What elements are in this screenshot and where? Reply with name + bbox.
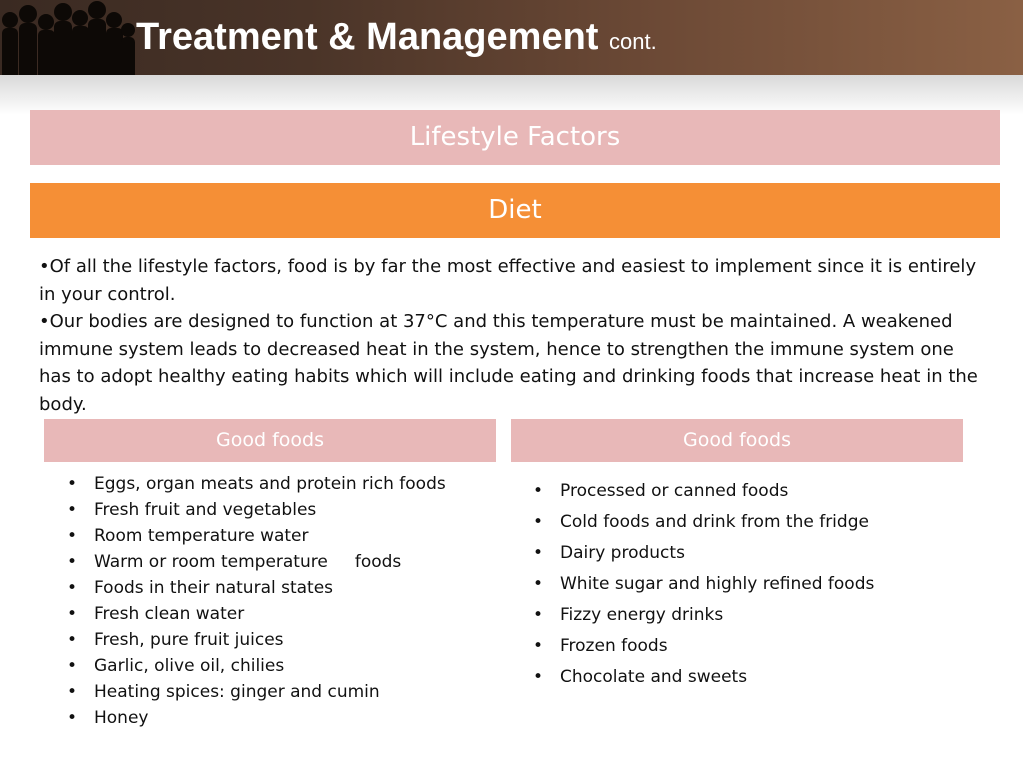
list-item: • Garlic, olive oil, chilies [56,653,446,679]
second-foods-list [522,476,874,693]
diet-band: Diet [30,183,1000,238]
intro-paragraph: •Our bodies are designed to function at 37°C and this temperature must be maintained. A weakened immune system leads to decreased heat in the system, hence to strengthen the immune system one has to adopt healthy eating habits which will include eating and drinking foods that increase heat in the body. [39,311,978,415]
list-item: • Fresh, pure fruit juices [56,627,446,653]
second-foods-heading: Good foods [511,419,963,462]
list-item: • Processed or canned foods [522,476,874,507]
list-item: • Warm or room temperature foods [56,549,446,575]
list-item: • Fresh fruit and vegetables [56,497,446,523]
title-subtitle: cont. [609,29,657,54]
list-item: • Cold foods and drink from the fridge [522,507,874,538]
header-shadow [0,75,1023,115]
title-main: Treatment & Management [136,16,599,58]
crowd-silhouette-icon [0,0,135,75]
list-item: • Foods in their natural states [56,575,446,601]
good-foods-list [56,471,446,731]
lifestyle-factors-band: Lifestyle Factors [30,110,1000,165]
list-item: • Room temperature water [56,523,446,549]
intro-paragraph: •Of all the lifestyle factors, food is by far the most effective and easiest to implement since it is entirely in your control. [39,256,977,305]
slide-title [136,14,657,65]
list-item: • Frozen foods [522,631,874,662]
list-item: • Fizzy energy drinks [522,600,874,631]
list-item: • Dairy products [522,538,874,569]
list-item: • White sugar and highly refined foods [522,569,874,600]
list-item: • Chocolate and sweets [522,662,874,693]
list-item: • Honey [56,705,446,731]
list-item: • Heating spices: ginger and cumin [56,679,446,705]
good-foods-heading: Good foods [44,419,496,462]
list-item: • Fresh clean water [56,601,446,627]
list-item: • Eggs, organ meats and protein rich foods [56,471,446,497]
intro-text [39,253,989,418]
slide-header [0,0,1023,75]
